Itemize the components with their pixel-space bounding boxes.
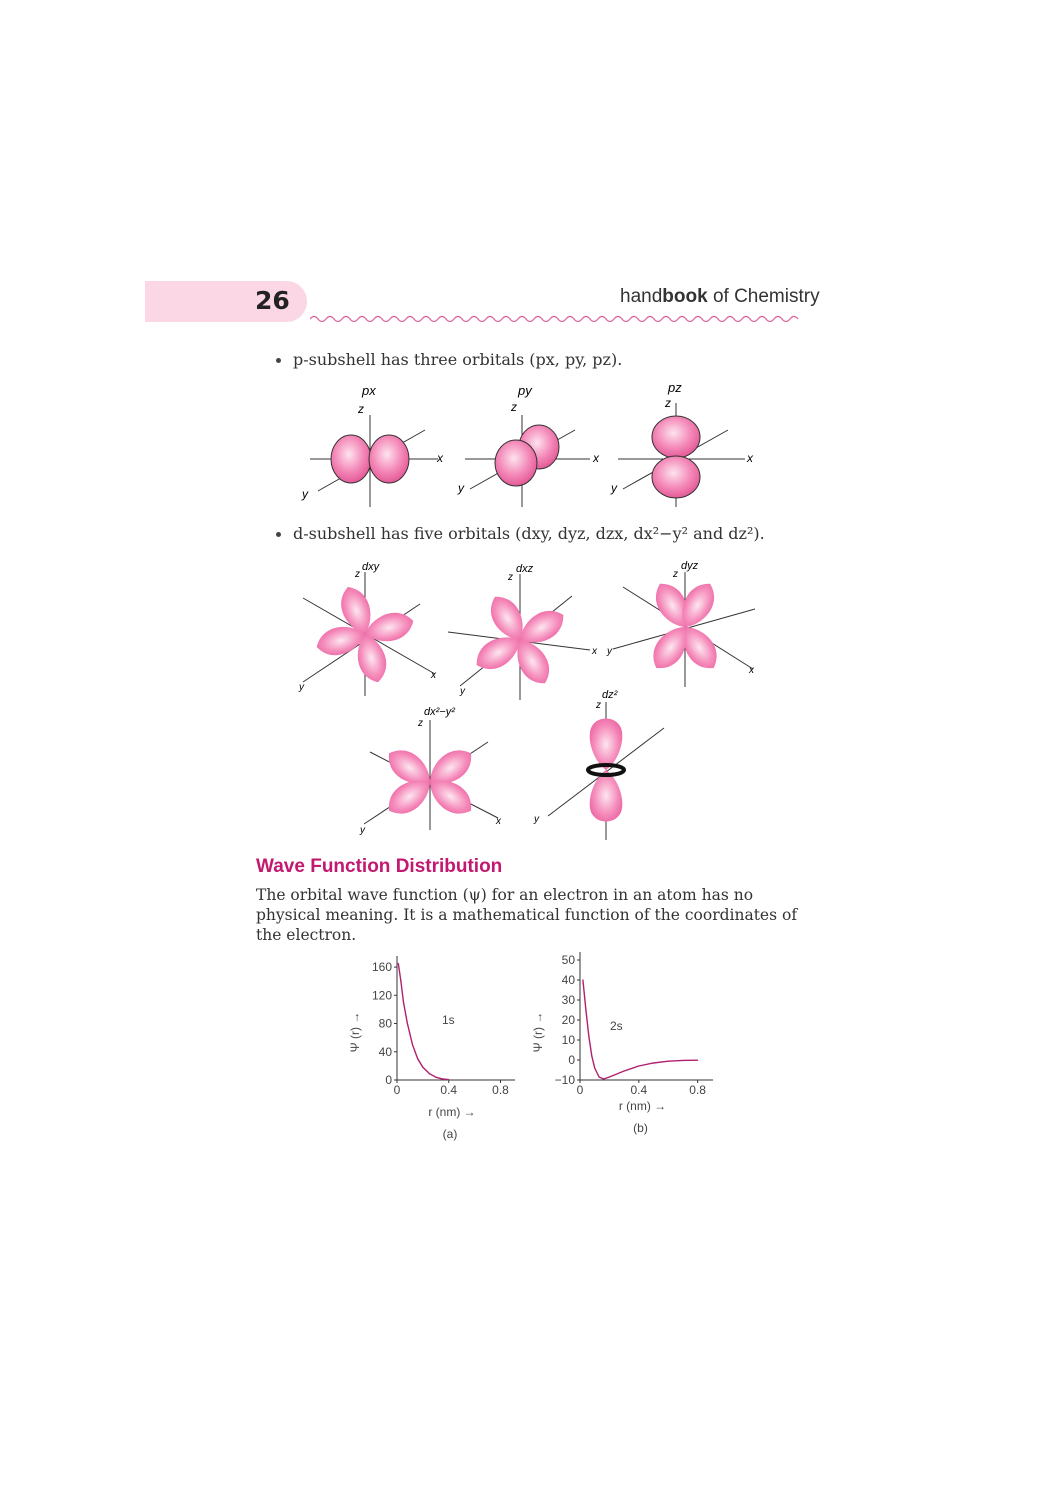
data-point (599, 1076, 600, 1077)
y-tick-label: 0 (385, 1073, 392, 1087)
dxz-orbital (448, 563, 598, 700)
section-paragraph: The orbital wave function (ψ) for an electron in an atom has no physical meaning. It is a mathematical function of the coordinates of the electron. (256, 886, 798, 944)
y-tick-label: 50 (561, 953, 575, 967)
x-tick-label: 0 (393, 1083, 401, 1097)
x-tick-label: 0.8 (492, 1083, 509, 1097)
dx2-y2-y-axis-label: y (360, 825, 365, 836)
dx2-y2-orbital (359, 706, 502, 836)
data-point (429, 1073, 430, 1074)
data-point (603, 1078, 604, 1079)
dxz-x-axis-label: x (592, 646, 597, 657)
dx2-y2-label: dx²−y² (424, 706, 455, 718)
data-point (442, 1078, 443, 1079)
pz-x-axis-label: x (747, 451, 753, 465)
bullet-dot (276, 358, 281, 363)
dxy-y-axis-label: y (299, 682, 304, 693)
chart-caption: (b) (633, 1121, 648, 1135)
data-point (697, 1060, 698, 1061)
data-point (448, 1079, 449, 1080)
chart-2s (531, 952, 713, 1135)
x-tick-label: 0.8 (689, 1083, 706, 1097)
y-tick-label: −10 (554, 1073, 575, 1087)
data-point (682, 1060, 683, 1061)
y-tick-label: 10 (561, 1033, 575, 1047)
wave-function-charts (340, 950, 720, 1150)
y-tick-label: 80 (378, 1016, 392, 1031)
d-subshell-bullet (276, 524, 765, 543)
x-axis-label: r (nm) → (428, 1105, 476, 1119)
pz-label: pz (668, 380, 682, 395)
running-head-suffix: of Chemistry (707, 286, 820, 307)
dyz-orbital (606, 560, 755, 687)
x-tick-label: 0 (576, 1083, 584, 1097)
chart-1s (348, 956, 515, 1141)
dyz-x-axis-label: x (749, 665, 754, 676)
y-tick-label: 40 (561, 973, 575, 987)
data-point (588, 1035, 589, 1036)
dxz-y-axis-label: y (460, 686, 465, 697)
py-z-axis-label: z (511, 400, 517, 414)
dyz-y-axis-label: y (607, 646, 612, 657)
bullet-dot (276, 532, 281, 537)
px-orbital (301, 383, 444, 507)
y-axis-label: Ψ (r) → (531, 1011, 545, 1053)
y-tick-label: 0 (568, 1053, 575, 1067)
data-point (403, 1002, 404, 1003)
dxy-z-axis-label: z (355, 569, 360, 580)
data-point (398, 963, 399, 964)
py-x-axis-label: x (593, 451, 599, 465)
data-point (435, 1077, 436, 1078)
wavy-rule (310, 313, 800, 325)
p-subshell-bullet (276, 350, 622, 369)
dxy-x-axis-label: x (431, 670, 436, 681)
px-x-axis-label: x (437, 451, 443, 465)
data-point (609, 1076, 610, 1077)
data-point (591, 1055, 592, 1056)
py-label: py (518, 383, 532, 398)
dx2-y2-z-axis-label: z (418, 718, 423, 729)
y-tick-label: 30 (561, 993, 575, 1007)
dxy-label: dxy (362, 561, 380, 573)
dxz-label: dxz (516, 563, 534, 575)
d-orbitals-diagram (290, 552, 770, 847)
dz2-label: dz² (602, 689, 618, 701)
y-tick-label: 20 (561, 1013, 575, 1027)
pz-z-axis-label: z (665, 396, 671, 410)
data-point (417, 1058, 418, 1059)
x-axis-label: r (nm) → (618, 1099, 667, 1113)
y-tick-label: 160 (371, 960, 392, 975)
data-point (400, 981, 401, 982)
curve-label: 1s (442, 1013, 455, 1027)
y-axis-label: Ψ (r) → (348, 1011, 362, 1053)
d-subshell-text: d-subshell has five orbitals (dxy, dyz, dzx, dx²−y² and dz²). (293, 524, 765, 543)
running-head (620, 286, 820, 308)
dyz-z-axis-label: z (673, 569, 678, 580)
data-point (422, 1067, 423, 1068)
page-number: 26 (255, 286, 290, 315)
y-tick-label: 40 (378, 1044, 392, 1059)
dyz-label: dyz (681, 560, 699, 572)
px-z-axis-label: z (358, 402, 364, 416)
data-point (638, 1065, 639, 1066)
data-point (668, 1061, 669, 1062)
x-tick-label: 0.4 (440, 1083, 458, 1097)
curve-label: 2s (610, 1019, 623, 1033)
data-point (582, 979, 583, 980)
px-label: px (362, 383, 376, 398)
dz2-z-axis-label: z (596, 700, 601, 711)
section-heading: Wave Function Distribution (256, 856, 503, 877)
dxy-orbital (298, 561, 437, 696)
running-head-bold: book (662, 286, 708, 307)
series-line (583, 980, 698, 1079)
y-tick-label: 120 (371, 988, 392, 1003)
data-point (407, 1023, 408, 1024)
py-orbital (457, 383, 600, 507)
dxz-z-axis-label: z (508, 572, 513, 583)
x-tick-label: 0.4 (630, 1083, 648, 1097)
running-head-prefix: hand (620, 286, 663, 307)
chart-caption: (a) (442, 1127, 458, 1141)
data-point (412, 1044, 413, 1045)
data-point (594, 1067, 595, 1068)
dz2-y-axis-label: y (534, 814, 539, 825)
py-y-axis-label: y (458, 481, 464, 495)
dx2-y2-x-axis-label: x (496, 816, 501, 827)
p-orbitals-diagram (290, 375, 770, 515)
px-y-axis-label: y (302, 487, 308, 501)
p-subshell-text: p-subshell has three orbitals (px, py, pz). (293, 350, 623, 369)
data-point (653, 1062, 654, 1063)
pz-orbital (610, 380, 754, 507)
dz2-orbital (533, 689, 664, 840)
data-point (585, 1009, 586, 1010)
pz-y-axis-label: y (611, 481, 617, 495)
data-point (624, 1070, 625, 1071)
